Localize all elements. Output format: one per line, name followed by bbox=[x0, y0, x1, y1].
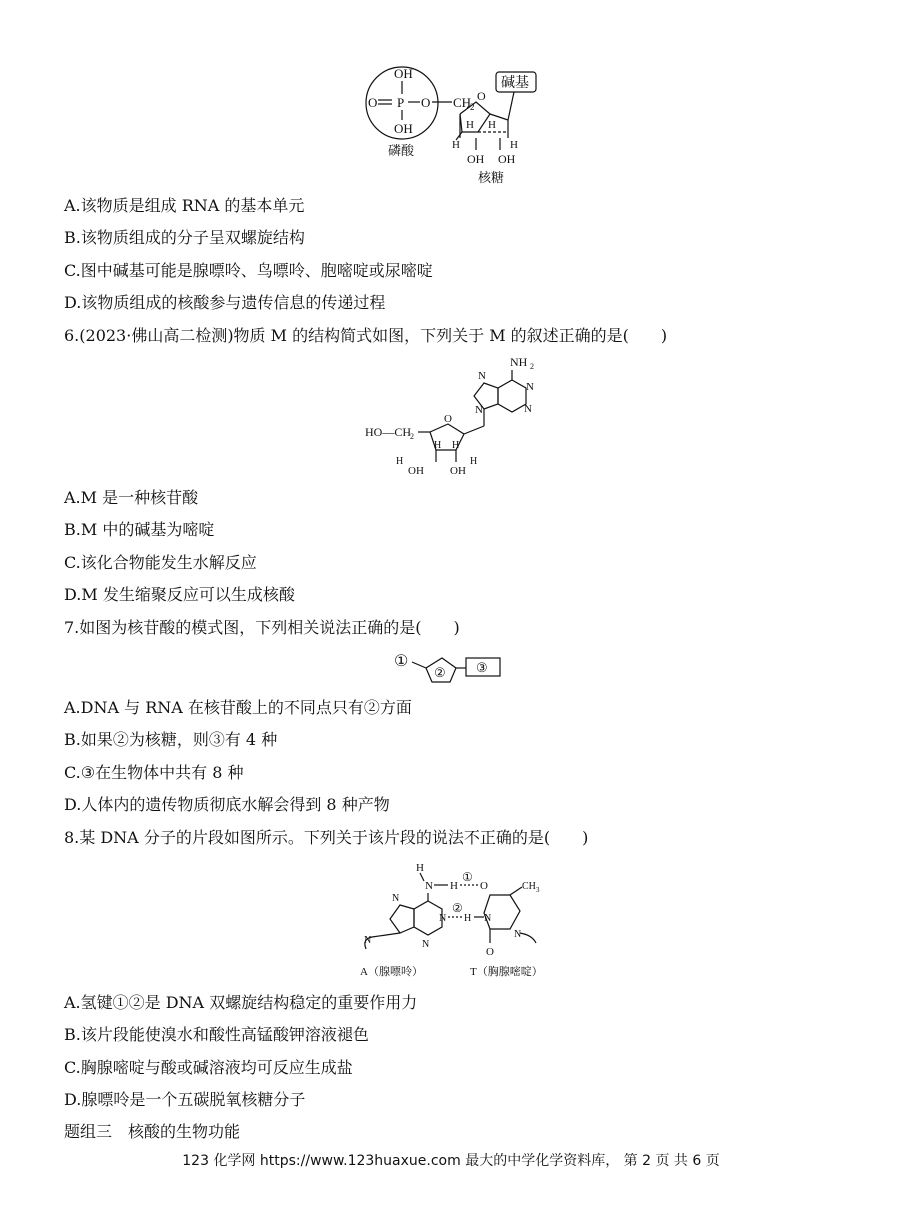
label: CH bbox=[453, 95, 472, 110]
adenosine-structure-figure bbox=[360, 352, 550, 482]
label: H bbox=[450, 880, 458, 892]
label: O bbox=[477, 89, 486, 103]
label: P bbox=[397, 95, 405, 110]
q6-option-b: B.M 中的碱基为嘧啶 bbox=[64, 520, 215, 539]
label: OH bbox=[394, 121, 413, 136]
adenine-five-ring bbox=[390, 905, 414, 933]
label: N bbox=[524, 403, 532, 415]
label: H bbox=[396, 456, 404, 467]
q7-option-d: D.人体内的遗传物质彻底水解会得到 8 种产物 bbox=[64, 795, 390, 814]
nucleotide-structure-figure bbox=[360, 62, 540, 188]
label: O bbox=[368, 95, 378, 110]
q7-option-b: B.如果②为核糖，则③有 4 种 bbox=[64, 730, 278, 749]
label: 2 bbox=[410, 432, 414, 441]
label: N bbox=[514, 929, 522, 940]
q8-option-b: B.该片段能使溴水和酸性高锰酸钾溶液褪色 bbox=[64, 1025, 369, 1044]
label: O bbox=[421, 95, 431, 110]
label: H bbox=[416, 862, 424, 874]
hydrogen-bond-2: ② bbox=[452, 901, 463, 915]
sugar-marker: ② bbox=[434, 665, 446, 680]
label: O bbox=[480, 880, 488, 892]
q7-option-a: A.DNA 与 RNA 在核苷酸上的不同点只有②方面 bbox=[64, 698, 412, 717]
ribose-label: 核糖 bbox=[478, 170, 505, 185]
label: N bbox=[475, 404, 483, 416]
label: 2 bbox=[470, 102, 475, 112]
page-footer: 123 化学网 https://www.123huaxue.com 最大的中学化学资料库， 第 2 页 共 6 页 bbox=[182, 1153, 720, 1169]
label: HO—CH bbox=[365, 425, 412, 439]
adenine-label: A（腺嘌呤） bbox=[360, 966, 423, 978]
label: OH bbox=[450, 465, 466, 477]
q8-stem: 8.某 DNA 分子的片段如图所示。下列关于该片段的说法不正确的是( ) bbox=[64, 828, 589, 847]
nucleotide-schematic-figure bbox=[392, 648, 506, 686]
label: OH bbox=[467, 152, 485, 166]
label: H bbox=[466, 119, 474, 131]
section-heading: 题组三 核酸的生物功能 bbox=[64, 1122, 241, 1141]
label: OH bbox=[498, 152, 516, 166]
label: O bbox=[444, 413, 452, 425]
label: N bbox=[425, 880, 433, 892]
label: H bbox=[470, 456, 478, 467]
label: H bbox=[510, 139, 518, 151]
q7-stem: 7.如图为核苷酸的模式图，下列相关说法正确的是( ) bbox=[64, 618, 460, 637]
q5-option-b: B.该物质组成的分子呈双螺旋结构 bbox=[64, 228, 305, 247]
label: N bbox=[478, 370, 486, 382]
label: OH bbox=[408, 465, 424, 477]
q7-option-c: C.③在生物体中共有 8 种 bbox=[64, 763, 244, 782]
pyrimidine-ring bbox=[498, 380, 526, 412]
label: H bbox=[464, 913, 472, 924]
q6-option-d: D.M 发生缩聚反应可以生成核酸 bbox=[64, 585, 295, 604]
q5-option-a: A.该物质是组成 RNA 的基本单元 bbox=[64, 196, 305, 215]
hydrogen-bond-1: ① bbox=[462, 870, 473, 884]
label: 2 bbox=[530, 362, 534, 371]
q6-option-c: C.该化合物能发生水解反应 bbox=[64, 553, 257, 572]
phosphate-label: 磷酸 bbox=[388, 143, 415, 158]
label: H bbox=[434, 440, 442, 451]
base-label: 碱基 bbox=[501, 76, 529, 91]
label: N bbox=[484, 913, 492, 924]
q8-option-d: D.腺嘌呤是一个五碳脱氧核糖分子 bbox=[64, 1090, 306, 1109]
label: N bbox=[422, 939, 430, 950]
label: H bbox=[488, 119, 496, 131]
q6-stem: 6.(2023·佛山高二检测)物质 M 的结构简式如图，下列关于 M 的叙述正确的是( ) bbox=[64, 326, 668, 345]
q5-option-d: D.该物质组成的核酸参与遗传信息的传递过程 bbox=[64, 293, 386, 312]
label: N bbox=[526, 381, 534, 393]
label: NH bbox=[510, 355, 528, 369]
base-marker: ③ bbox=[476, 660, 488, 675]
label: CH bbox=[522, 881, 536, 892]
q8-option-a: A.氢键①②是 DNA 双螺旋结构稳定的重要作用力 bbox=[64, 993, 418, 1012]
label: N bbox=[439, 913, 447, 924]
label: H bbox=[452, 440, 460, 451]
q5-option-c: C.图中碱基可能是腺嘌呤、鸟嘌呤、胞嘧啶或尿嘧啶 bbox=[64, 261, 433, 280]
label: N bbox=[364, 935, 372, 946]
q8-option-c: C.胸腺嘧啶与酸或碱溶液均可反应生成盐 bbox=[64, 1058, 353, 1077]
q6-option-a: A.M 是一种核苷酸 bbox=[64, 488, 199, 507]
label: 3 bbox=[536, 886, 540, 894]
base-pair-figure bbox=[350, 855, 560, 985]
thymine-label: T（胸腺嘧啶） bbox=[470, 966, 543, 978]
label: O bbox=[486, 946, 494, 958]
phosphate-marker: ① bbox=[394, 653, 409, 670]
label: OH bbox=[394, 66, 413, 81]
label: H bbox=[452, 139, 460, 151]
adenine-six-ring bbox=[414, 901, 442, 935]
label: N bbox=[392, 893, 400, 904]
